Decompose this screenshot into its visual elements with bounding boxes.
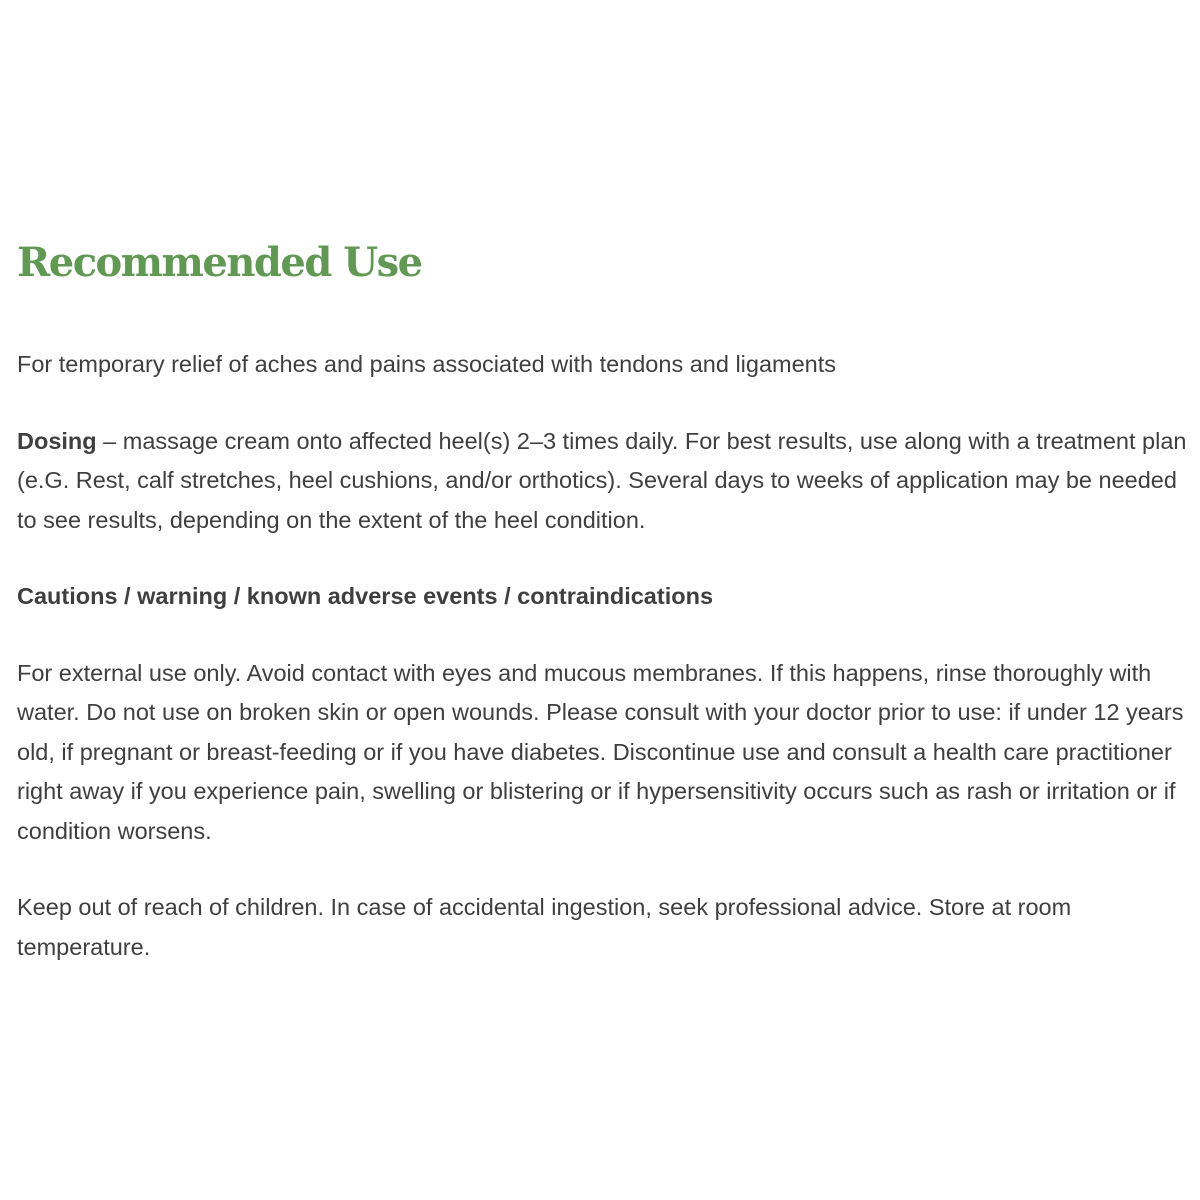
dosing-text: – massage cream onto affected heel(s) 2–3 times daily. For best results, use along with a treatment plan (e.G. Rest, calf stretches, heel cushions, and/or orthotics). Several days to weeks of application may be needed to see results, depending on the extent of the heel condition. (17, 427, 1187, 533)
dosing-paragraph (17, 422, 1187, 541)
recommended-use-section (17, 232, 1187, 967)
cautions-paragraph: For external use only. Avoid contact with eyes and mucous membranes. If this happens, rinse thoroughly with water. Do not use on broken skin or open wounds. Please consult with your doctor prior to use: if under 12 years old, if pregnant or breast-feeding or if you have diabetes. Discontinue use and consult a health care practitioner right away if you experience pain, swelling or blistering or if hypersensitivity occurs such as rash or irritation or if condition worsens. (17, 659, 1184, 844)
intro-paragraph: For temporary relief of aches and pains associated with tendons and ligaments (17, 351, 837, 377)
dosing-label: Dosing (17, 427, 97, 454)
cautions-heading: Cautions / warning / known adverse events / contraindications (17, 583, 714, 609)
storage-paragraph: Keep out of reach of children. In case of accidental ingestion, seek professional advice. Store at room temperature. (17, 894, 1072, 960)
section-title: Recommended Use (17, 239, 422, 286)
